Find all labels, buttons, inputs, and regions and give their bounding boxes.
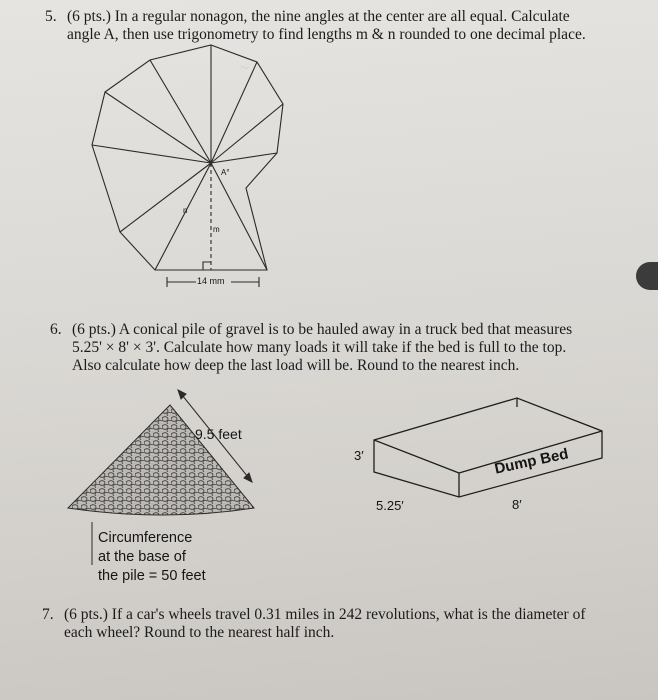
base-length-label: 14 mm [197,276,225,286]
m-label: m [213,225,220,234]
circumference-line: Circumference [98,530,193,546]
dump-bed-title: Dump Bed [493,445,570,478]
question-number: 6. [50,321,62,338]
question-text-line: 5.25' × 8' × 3'. Calculate how many loads it will take if the bed is full to the top. [72,339,567,356]
question-text-line: (6 pts.) If a car's wheels travel 0.31 miles in 242 revolutions, what is the diameter of [64,606,586,623]
question-text-line: Also calculate how deep the last load will be. Round to the nearest inch. [72,357,520,374]
question-text-line: each wheel? Round to the nearest half inch. [64,624,335,641]
dump-bed-box [374,398,602,497]
question-7 [42,606,652,642]
bed-length-label: 8′ [512,497,522,512]
slant-height-label: 9.5 feet [195,426,242,442]
question-number: 7. [42,606,54,623]
question-text-line: angle A, then use trigonometry to find lengths m & n rounded to one decimal place. [67,26,586,43]
n-label: n [183,206,188,215]
circumference-line: at the base of [98,549,186,565]
bleed-through-text: ~ [240,58,250,77]
angle-a-label: A° [221,168,230,177]
question-text-line: (6 pts.) In a regular nonagon, the nine angles at the center are all equal. Calculate [67,8,570,25]
bed-width-label: 5.25′ [376,498,404,513]
question-text-line: (6 pts.) A conical pile of gravel is to be hauled away in a truck bed that measures [72,321,573,338]
circumference-line: the pile = 50 feet [98,568,206,584]
edge-shadow [636,262,658,290]
question-number: 5. [45,8,57,25]
bed-height-label: 3′ [354,448,364,463]
